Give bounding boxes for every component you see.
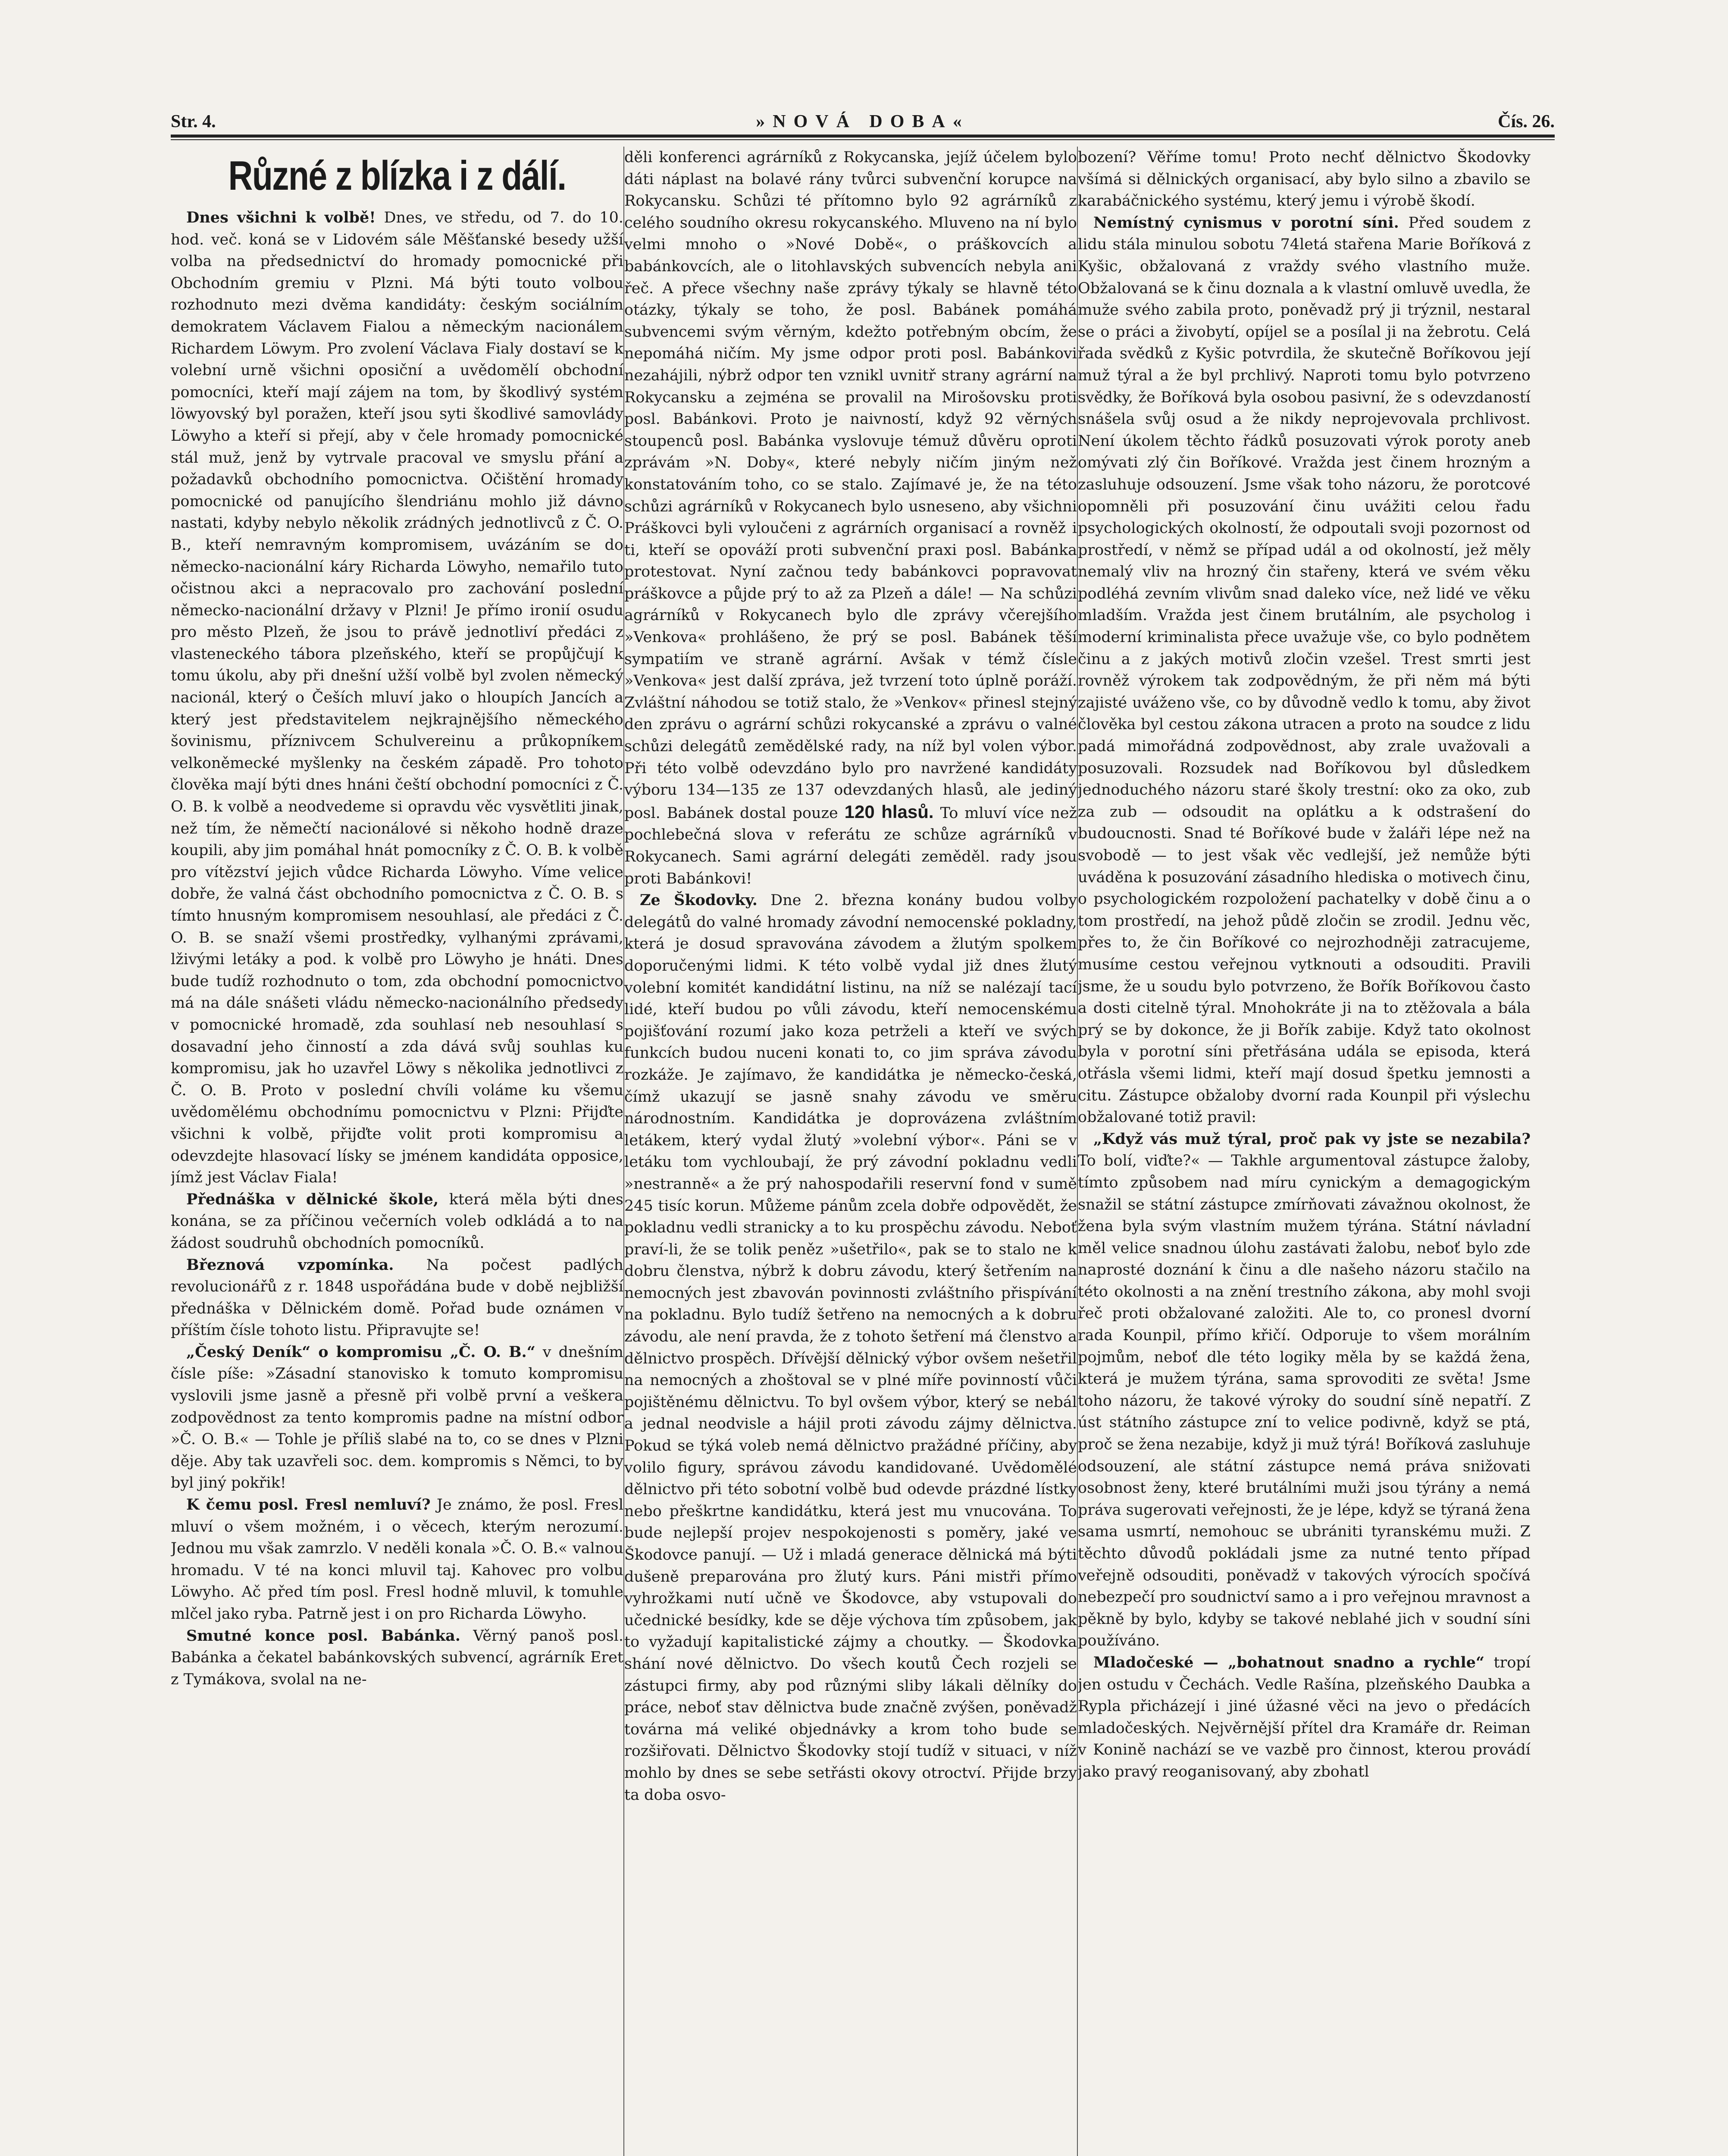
article-text: tropí jen ostudu v Čechách. Vedle Rašína, plzeňského Daubka a Rypla přicházejí i jiné úžasné věci na jevo o předácích mladočeských. Nejvěrnější přítel dra Kramáře dr. Reiman v Konině nachází se ve vazbě pro činnost, kterou provádí jako pravý reoganisovaný, aby zbohatl bbox=[1078, 1654, 1531, 1780]
article-heading: „Když vás muž týral, proč pak vy jste se nezabila? bbox=[1093, 1130, 1531, 1148]
article-heading: Nemístný cynismus v porotní síni. bbox=[1093, 213, 1399, 232]
article-heading: Ze Škodovky. bbox=[640, 891, 758, 909]
article-paragraph bbox=[171, 207, 623, 1189]
article-text: To bolí, viďte?« — Takhle argumentoval zástupce žaloby, tímto způsobem nad míru cynickým a demagogickým snažil se státní zástupce zmírňovati závažnou okolnost, že žena byla svým vlastním mužem týrána. Státní návladní měl velice snadnou úlohu zastávati žalobu, neboť bylo zde naprosté doznání k činu a dle našeho názoru stačilo na této okolnosti a na znění trestního zákona, aby mohl svoji řeč proti obžalované založiti. Ale to, co pronesl dvorní rada Kounpil, přímo křičí. Odporuje to všem morálním pojmům, neboť dle této logiky měla by se každá žena, která je mužem týrána, sama sprovoditi ze světa! Jsme toho názoru, že takové výroky do soudní síně nepatří. Z úst státního zástupce zní to velice podivně, když se ptá, proč se žena nezabije, když ji muž týrá! Boříková zasluhuje odsouzení, ale státní zástupce nemá práva snižovati osobnost ženy, které brutálními muži jsou týrány a nemá práva sugerovati veřejnosti, že je lépe, když se týraná žena sama usmrtí, nemohouc se ubrániti tyranskému muži. Z těchto důvodů pokládali jsme za nutné tento případ veřejně odsouditi, poněvadž v takových výrocích spočívá nebezpečí pro soudnictví samo a i pro veřejnou mravnost a pěkně by bylo, kdyby se takové neblahé jich v soudní síni používáno. bbox=[1078, 1152, 1531, 1650]
column-3 bbox=[1078, 147, 1531, 2156]
article-text: Je známo, že posl. Fresl mluví o všem možném, i o věcech, kterým nerozumí. Jednou mu však zamrzlo. V neděli konala »Č. O. B.« valnou hromadu. V té na konci mluvil taj. Kahovec pro volbu Löwyho. Ač před tím posl. Fresl hodně mluvil, k tomuhle mlčel jako ryba. Patrně jest i on pro Richarda Löwyho. bbox=[171, 1496, 623, 1623]
article-paragraph bbox=[1078, 1652, 1531, 1783]
article-text: bození? Věříme tomu! Proto nechť dělnictvo Škodovky všímá si dělnických organisací, aby bylo silno a zbavilo se karabáčnického systému, který jemu i výrobě škodí. bbox=[1078, 149, 1531, 210]
article-text: Na počest padlých revolucionářů z r. 1848 uspořádána bude v době nejbližší přednáška v Dělnickém domě. Pořad bude oznámen v příštím čísle tohoto listu. Připravujte se! bbox=[171, 1256, 623, 1339]
highlighted-number: 120 hlasů. bbox=[844, 801, 934, 822]
article-text: Věrný panoš posl. Babánka a čekatel babánkovských subvencí, agrárník Eret z Tymákova, svolal na ne- bbox=[171, 1627, 623, 1688]
issue-number: Čís. 26. bbox=[1498, 112, 1555, 132]
article-heading: Březnová vzpomínka. bbox=[186, 1256, 394, 1274]
article-text: Před soudem z lidu stála minulou sobotu 74letá stařena Marie Boříková z Kyšic, obžalovaná z vraždy svého vlastního muže. Obžalovaná se k činu doznala a k vlastní omluvě uvedla, že muže svého zabila proto, poněvadž prý ji trýznil, nestaral se o práci a živobytí, opíjel se a posílal ji na žebrotu. Celá řada svědků z Kyšic potvrdila, že skutečně Boříkovou její muž týral a že byl prchlivý. Naproti tomu bylo potvrzeno svědky, že Boříková byla osobou pasivní, že s odevzdaností snášela svůj osud a že nikdy neprojevovala prchlivost. Není úkolem těchto řádků posuzovati výrok poroty aneb omývati zlý čin Boříkové. Vražda jest činem hrozným a zasluhuje odsouzení. Jsme však toho názoru, že porotcové opomněli při posuzování činu uvážiti celou řadu psychologických okolností, že odpoutali svoji pozornost od prostředí, v němž se případ udál a od okolností, jež měly nemalý vliv na hrozný čin stařeny, která ve svém věku podléhá zevním vlivům snad daleko více, než lidé ve věku mladším. Vražda jest činem brutálním, ale psycholog i moderní kriminalista přece uvažuje vše, co bylo podnětem činu a z jakých motivů zločin vzešel. Trest smrti jest rovněž výrokem tak zodpovědným, že při něm má býti zajisté uváženo vše, co by důvodně vedlo k tomu, aby život člověka byl cestou zákona utracen a proto na soudce z lidu padá mimořádná zodpovědnost, aby zrale uvažovali a posuzovali. Rozsudek nad Boříkovou byl důsledkem jednoduchého názoru staré školy trestní: oko za oko, zub za zub — odsoudit na oplátku a k odstrašení do budoucnosti. Snad té Boříkové bude v žaláři lépe než na svobodě — to jest však věc vedlejší, jež nemůže býti uváděna k posuzování zásadního hlediska o motivech činu, o psychologickém rozpoložení pachatelky v době činu a o tom prostředí, na jehož půdě zločin se zrodil. Jednu věc, přes to, že čin Boříkové co nejrozhodněji zatracujeme, musíme cestou veřejnou vytknouti a odsouditi. Pravili jsme, že u soudu bylo potvrzeno, že Bořík Boříkovou často a dosti citelně týral. Mnohokráte ji na to ztěžovala a bála prý se by dokonce, že ji Bořík zabije. Když tato okolnost byla v porotní síni přetřásána udála se episoda, která otřásla všemi lidmi, kteří mají dosud špetku jemnosti a citu. Zástupce obžaloby dvorní rada Kounpil při výslechu obžalované totiž pravil: bbox=[1078, 214, 1531, 1126]
masthead bbox=[171, 108, 1555, 141]
article-heading: Dnes všichni k volbě! bbox=[186, 209, 376, 226]
article-text: Dne 2. března konány budou volby delegátů do valné hromady závodní nemocenské pokladny, která je dosud spravována závodem a žlutým spolkem doporučenými lidmi. K této volbě vydal již dnes žlutý volební komitét kandidátní listinu, na níž se nalézají tací lidé, kteří budou po vůli závodu, kteří nemocenskému pojišťování rozumí jako koza petrželi a kteří ve svých funkcích budou nuceni konati to, co jim správa závodu rozkáže. Je zajímavo, že kandidátka je německo-česká, čímž ukazují se jasně snahy závodu ve směru národnostním. Kandidátka je doprovázena zvláštním letákem, který vydal žlutý »volební výbor«. Páni se v letáku tom vychloubají, že prý závodní pokladnu vedli »nestranně« a že prý nahospodařili reservní fond v sumě 245 tisíc korun. Můžeme pánům zcela dobře odpovědět, že pokladnu vedli stranicky a to ku prospěchu závodu. Neboť praví-li, že se tolik peněz »ušetřilo«, pak se to stalo ne k dobru členstva, nýbrž k dobru závodu, který šetřením na nemocných jest zbavován povinnosti zvláštního přispívání na pokladnu. Bylo tudíž šetřeno na nemocných a k dobru závodu, ale není pravda, že z tohoto šetření má členstvo a dělnictvo prospěch. Dřívější dělnický výbor ovšem nešetřil na nemocných a zhoštoval se v plné míře povinností vůči pojištěnému dělnictvu. To byl ovšem výbor, který se nebál a jednal neodvisle a hájil proti závodu zájmy dělnictva. Pokud se týká voleb nemá dělnictvo pražádné příčiny, aby volilo figury, správou závodu kandidované. Uvědomělé dělnictvo při této sobotní volbě bud odevde prázdné lístky nebo přeškrtne kandidátku, která jest mu vnucována. To bude nejlepší projev nespokojenosti s poměry, jaké ve Škodovce panují. — Už i mladá generace dělnická má býti dušeně preparována pro žlutý kurs. Páni mistři přímo vyhrožkami nutí učně ve Škodovce, aby vstupovali do učednické besídky, kde se děje výchova tím způsobem, jak to vyžadují kapitalistické zájmy a choutky. — Škodovka shání nové dělnictvo. Do všech koutů Čech rozjeli se zástupci firmy, aby pod různými sliby lákali dělníky do práce, neboť stav dělnictva bude značně zvýšen, poněvadž továrna má veliké objednávky a krom toho bude se rozšiřovati. Dělnictvo Škodovky stojí tudíž v situaci, v níž mohlo by dnes se sebe setřásti okovy otroctví. Přijde brzy ta doba osvo- bbox=[624, 892, 1077, 1804]
newspaper-title: »NOVÁ DOBA« bbox=[756, 112, 970, 132]
article-columns bbox=[171, 147, 1555, 2156]
article-paragraph bbox=[171, 1625, 623, 1691]
article-heading: Smutné konce posl. Babánka. bbox=[186, 1626, 460, 1645]
article-heading: K čemu posl. Fresl nemluví? bbox=[186, 1496, 431, 1514]
article-text: Dnes, ve středu, od 7. do 10. hod. več. koná se v Lidovém sále Měšťanské besedy užší volba na předsednictví do hromady pomocnické při Obchodním gremiu v Plzni. Má býti touto volbou rozhodnuto mezi dvěma kandidáty: českým sociálním demokratem Václavem Fialou a německým nacionálem Richardem Löwym. Pro zvolení Václava Fialy dostaví se k volební urně všichni oposiční a uvědomělí obchodní pomocníci, kteří mají zájem na tom, by škodlivý systém löwyovský byl poražen, kteří jsou syti škodlivé samovlády Löwyho a kteří si přejí, aby v čele hromady pomocnické stál muž, jenž by vytrvale pracoval ve smyslu přání a požadavků obchodního pomocnictva. Očištění hromady pomocnické od panujícího šlendriánu mohlo již dávno nastati, kdyby nebylo několik zrádných jednotlivců z Č. O. B., kteří nemravným kompromisem, uvázáním se do německo-nacionální káry Richarda Löwyho, nemařilo tuto očistnou akci a nepracovalo pro zachování poslední německo-nacionální državy v Plzni! Je přímo ironií osudu pro město Plzeň, že jsou to právě jednotliví předáci z vlasteneckého tábora plzeňského, kteří se propůjčují k tomu úkolu, aby při dnešní užší volbě byl zvolen německý nacionál, který o Češích mluví jako o hloupích Jancích a který jest představitelem nejkrajnějšího německého šovinismu, příznivcem Schulvereinu a průkopníkem velkoněmecké myšlenky na českém západě. Pro tohoto člověka mají býti dnes hnáni čeští obchodní pomocníci z Č. O. B. k volbě a neodvedeme si opravdu věc vysvětliti jinak, než tím, že němečtí nacionálové si někoho hodně draze koupili, aby jim pomáhal hnát pomocníky z Č. O. B. k volbě pro vítězství jejich vůdce Richarda Löwyho. Víme velice dobře, že valná část obchodního pomocnictva z Č. O. B. s tímto hnusným kompromisem nesouhlasí, ale předáci z Č. O. B. se snaží všemi prostředky, vylhanými zprávami, lživými letáky a pod. k volbě pro Löwyho je hnáti. Dnes bude tudíž rozhodnuto o tom, zda obchodní pomocnictvo má na dále snášeti vládu německo-nacionálního předsedy v pomocnické hromadě, zda souhlasí neb nesouhlasí s dosavadní jeho činností a zda dává svůj souhlas ku kompromisu, jak ho uzavřel Löwy s několika jednotlivci z Č. O. B. Proto v poslední chvíli voláme ku všemu uvědomělému obchodnímu pomocnictvu v Plzni: Přijďte všichni k volbě, přijďte volit proti kompromisu a odevzdejte hlasovací lísky se jménem kandidáta opposice, jímž jest Václav Fiala! bbox=[171, 209, 623, 1187]
masthead-rule bbox=[171, 135, 1555, 140]
section-title: Různé z blízka i z dálí. bbox=[228, 153, 566, 199]
article-text: která měla býti dnes konána, se za příčinou večerních voleb odkládá a to na žádost soudruhů obchodních pomocníků. bbox=[171, 1191, 623, 1252]
newspaper-page bbox=[171, 108, 1555, 2156]
page-number: Str. 4. bbox=[171, 112, 216, 132]
article-heading: „Český Deník“ o kompromisu „Č. O. B.“ bbox=[186, 1343, 535, 1361]
article-paragraph bbox=[1078, 1128, 1531, 1652]
article-paragraph bbox=[171, 1189, 623, 1254]
article-paragraph bbox=[624, 147, 1077, 890]
article-heading: Mladočeské — „bohatnout snadno a rychle“ bbox=[1093, 1653, 1485, 1671]
column-1 bbox=[171, 147, 623, 2156]
article-paragraph bbox=[1078, 212, 1531, 1128]
column-2 bbox=[624, 147, 1077, 2156]
article-paragraph bbox=[1078, 147, 1531, 212]
article-paragraph bbox=[171, 1494, 623, 1625]
article-text: v dnešním čísle píše: »Zásadní stanovisko k tomuto kompromisu vyslovili jsme jasně a přesně při volbě první a veškera zodpovědnost za tento kompromis padne na místní odbor »Č. O. B.« — Tohle je příliš slabé na to, co se dnes v Plzni děje. Aby tak uzavřeli soc. dem. kompromis s Němci, to by byl jiný pokřik! bbox=[171, 1343, 623, 1492]
article-paragraph bbox=[624, 890, 1077, 1806]
article-paragraph bbox=[171, 1341, 623, 1494]
article-text: děli konferenci agrárníků z Rokycanska, jejíž účelem bylo dáti náplast na bolavé rány tvůrci subvenční korupce na Rokycansku. Schůzi té přítomno bylo 92 agrárníků z celého soudního okresu rokycanského. Mluveno na ní bylo velmi mnoho o »Nové Době«, o práškovcích a babánkovcích, ale o litohlavských subvencích nebyla ani řeč. A přece všechny naše zprávy týkaly se hlavně této otázky, týkaly se toho, že posl. Babánek pomáhá subvencemi svým věrným, kdežto potřebným obcím, že nepomáhá ničím. My jsme odpor proti posl. Babánkovi nezahájili, nýbrž odpor ten vznikl uvnitř strany agrární na Rokycansku a zejména se provalil na Mirošovsku proti posl. Babánkovi. Proto je naivností, když 92 věrných stoupenců posl. Babánka vyslovuje témuž důvěru oproti zprávám »N. Doby«, které nebyly ničím jiným než konstatováním toho, co se stalo. Zajímavé je, že na této schůzi agrárníků v Rokycanech bylo usneseno, aby všichni Práškovci byli vyloučeni z agrárních organisací a rovněž i ti, kteří se opováží proti subvenční praxi posl. Babánka protestovat. Nyní začnou tedy babánkovci popravovat práškovce a půjde prý to až za Plzeň a dále! — Na schůzi agrárníků v Rokycanech bylo dle zprávy včerejšího »Venkova« prohlášeno, že prý se posl. Babánek těší sympatiím ve straně agrární. Avšak v témž čísle »Venkova« jest další zpráva, jež tvrzení toto úplně poráží. Zvláštní náhodou se totiž stalo, že »Venkov« přinesl stejný den zprávu o agrární schůzi rokycanské a zprávu o valné schůzi delegátů zemědělské rady, na níž byl volen výbor. Při této volbě odevzdáno bylo pro navržené kandidáty výboru 134—135 ze 137 odevzdaných hlasů, ale jediný posl. Babánek dostal pouze bbox=[624, 149, 1077, 822]
article-heading: Přednáška v dělnické škole, bbox=[186, 1190, 439, 1208]
article-paragraph bbox=[171, 1254, 623, 1341]
article-text: To mluví více než pochlebečná slova v referátu ze schůze agrárníků v Rokycanech. Sami agrární delegáti zeměděl. rady jsou proti Babánkovi! bbox=[624, 804, 1077, 887]
